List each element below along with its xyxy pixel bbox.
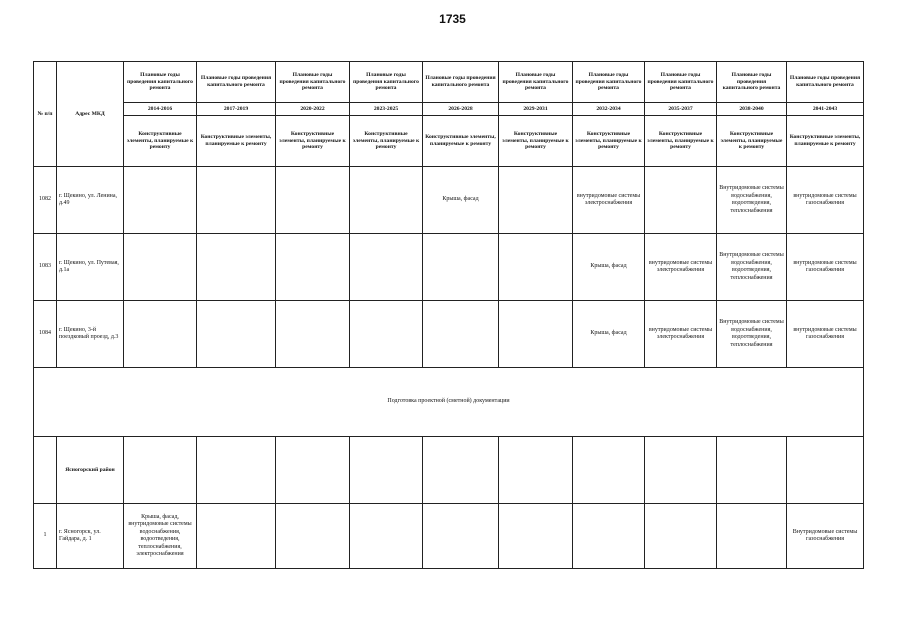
header-row-titles [34, 62, 864, 103]
period-subtitle: Конструктивные элементы, планируемые к ремонту [499, 116, 573, 167]
table-cell [645, 167, 717, 234]
period-title: Плановые годы проведения капитального ремонта [124, 62, 197, 103]
table-cell [350, 301, 423, 368]
table-cell [499, 234, 573, 301]
num-header: № п/п [34, 62, 57, 167]
district-name: Ясногорский район [57, 437, 124, 504]
period-years: 2032-2034 [573, 103, 645, 116]
table-cell: Внутридомовые системы водоснабжения, водоотведения, теплоснабжения [717, 301, 787, 368]
table-cell [787, 437, 864, 504]
district-row [34, 437, 864, 504]
period-title: Плановые годы проведения капитального ремонта [499, 62, 573, 103]
table-cell [350, 234, 423, 301]
period-years: 2023-2025 [350, 103, 423, 116]
table-cell [717, 504, 787, 569]
table-row [34, 234, 864, 301]
table-cell: Крыша, фасад, внутридомовые системы водоснабжения, водоотведения, теплоснабжения, электроснабжения [124, 504, 197, 569]
table-cell: Крыша, фасад [573, 301, 645, 368]
period-subtitle: Конструктивные элементы, планируемые к ремонту [423, 116, 499, 167]
period-years: 2020-2022 [276, 103, 350, 116]
period-years: 2026-2028 [423, 103, 499, 116]
header-row-subtitles [34, 116, 864, 167]
table-cell [423, 234, 499, 301]
header-row-years [34, 103, 864, 116]
table-cell: Крыша, фасад [423, 167, 499, 234]
period-subtitle: Конструктивные элементы, планируемые к ремонту [573, 116, 645, 167]
period-subtitle: Конструктивные элементы, планируемые к ремонту [645, 116, 717, 167]
table-cell [197, 234, 276, 301]
table-cell: Крыша, фасад [573, 234, 645, 301]
table-cell [276, 234, 350, 301]
period-title: Плановые годы проведения капитального ремонта [787, 62, 864, 103]
table-cell: внутридомовые системы электроснабжения [645, 301, 717, 368]
period-subtitle: Конструктивные элементы, планируемые к ремонту [787, 116, 864, 167]
table-cell [717, 437, 787, 504]
period-subtitle: Конструктивные элементы, планируемые к ремонту [276, 116, 350, 167]
period-title: Плановые годы проведения капитального ремонта [573, 62, 645, 103]
table-cell [499, 301, 573, 368]
table-cell [197, 301, 276, 368]
period-years: 2038-2040 [717, 103, 787, 116]
table-cell [124, 234, 197, 301]
table-cell [197, 167, 276, 234]
table-cell: внутридомовые системы электроснабжения [645, 234, 717, 301]
table-cell [124, 301, 197, 368]
table-cell [197, 437, 276, 504]
period-years: 2014-2016 [124, 103, 197, 116]
section-row [34, 368, 864, 437]
table-cell [423, 437, 499, 504]
table-cell [276, 167, 350, 234]
table-cell [499, 167, 573, 234]
period-years: 2017-2019 [197, 103, 276, 116]
table-cell [499, 504, 573, 569]
period-years: 2029-2031 [499, 103, 573, 116]
period-subtitle: Конструктивные элементы, планируемые к ремонту [197, 116, 276, 167]
table-cell: внутридомовые системы газоснабжения [787, 234, 864, 301]
table-cell [350, 437, 423, 504]
period-subtitle: Конструктивные элементы, планируемые к ремонту [350, 116, 423, 167]
table-cell [124, 437, 197, 504]
table-cell [276, 504, 350, 569]
table-cell: Внутридомовые системы водоснабжения, водоотведения, теплоснабжения [717, 167, 787, 234]
table-cell [124, 167, 197, 234]
period-title: Плановые годы проведения капитального ремонта [717, 62, 787, 103]
period-years: 2035-2037 [645, 103, 717, 116]
period-title: Плановые годы проведения капитального ремонта [350, 62, 423, 103]
row-address: г. Щекино, ул. Ленина, д.49 [57, 167, 124, 234]
row-address: г. Щекино, 3-й поездковый проезд, д.3 [57, 301, 124, 368]
table-row [34, 301, 864, 368]
table-cell [276, 301, 350, 368]
table-cell [350, 504, 423, 569]
table-cell [499, 437, 573, 504]
page-number: 1735 [439, 12, 466, 26]
period-subtitle: Конструктивные элементы, планируемые к ремонту [124, 116, 197, 167]
table-cell: внутридомовые системы газоснабжения [787, 167, 864, 234]
table-cell: внутридомовые системы электроснабжения [573, 167, 645, 234]
table-cell [573, 504, 645, 569]
table-cell [423, 301, 499, 368]
row-address: г. Ясногорск, ул. Гайдара, д. 1 [57, 504, 124, 569]
table-cell [573, 437, 645, 504]
row-number: 1 [34, 504, 57, 569]
table-cell [197, 504, 276, 569]
period-title: Плановые годы проведения капитального ремонта [197, 62, 276, 103]
table-cell [423, 504, 499, 569]
section-title: Подготовка проектной (сметной) документации [34, 368, 864, 437]
period-years: 2041-2043 [787, 103, 864, 116]
table-cell: внутридомовые системы газоснабжения [787, 301, 864, 368]
table-cell: Внутридомовые системы газоснабжения [787, 504, 864, 569]
period-subtitle: Конструктивные элементы, планируемые к ремонту [717, 116, 787, 167]
row-number: 1082 [34, 167, 57, 234]
address-header: Адрес МКД [57, 62, 124, 167]
table-cell [645, 437, 717, 504]
period-title: Плановые годы проведения капитального ремонта [645, 62, 717, 103]
table-row [34, 504, 864, 569]
repair-schedule-table [33, 61, 864, 569]
table-row [34, 167, 864, 234]
row-number: 1084 [34, 301, 57, 368]
row-address: г. Щекино, ул. Путевая, д.1а [57, 234, 124, 301]
table-cell: Внутридомовые системы водоснабжения, водоотведения, теплоснабжения [717, 234, 787, 301]
table-cell [34, 437, 57, 504]
table-cell [645, 504, 717, 569]
row-number: 1083 [34, 234, 57, 301]
period-title: Плановые годы проведения капитального ремонта [276, 62, 350, 103]
table-cell [276, 437, 350, 504]
table-cell [350, 167, 423, 234]
period-title: Плановые годы проведения капитального ремонта [423, 62, 499, 103]
